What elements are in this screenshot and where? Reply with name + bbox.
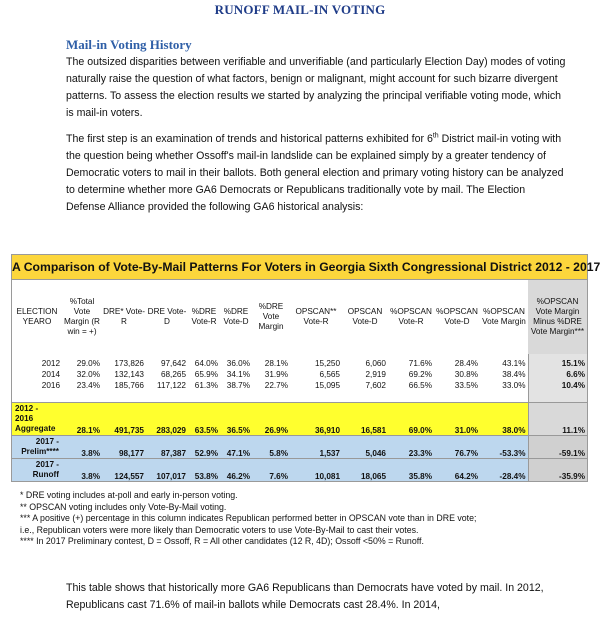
col-header: %Total Vote Margin (R win = +)	[64, 297, 100, 336]
footnote: ** OPSCAN voting includes only Vote-By-Mail voting.	[20, 501, 227, 512]
aggregate-label-line: 2016	[15, 414, 34, 423]
table-cell: 61.3%	[194, 381, 218, 390]
table-cell: 63.5%	[188, 403, 220, 436]
table-cell: 2014	[41, 370, 60, 379]
col-header: ELECTION YEARO	[16, 307, 58, 326]
history-rows	[12, 354, 587, 403]
table-cell: 87,387	[146, 436, 188, 459]
table-cell: 33.5%	[454, 381, 478, 390]
table-cell: 30.8%	[454, 370, 478, 379]
table-cell: 98,177	[102, 436, 146, 459]
table-cell: 117,122	[157, 381, 186, 390]
table-cell: 15,250	[314, 359, 340, 368]
table-cell: 283,029	[146, 403, 188, 436]
conclusion-paragraph: This table shows that historically more GA6 Republicans than Democrats have voted by mail. In 2012, Republicans cast 71.6% of mail-in ballots while Democrats cast 28.4%. In 2014,	[66, 582, 544, 611]
table-cell: 23.3%	[388, 436, 434, 459]
footnote: *** A positive (+) percentage in this column indicates Republican performed better in OPSCAN vote than in DRE vote;	[20, 513, 477, 523]
aggregate-label-line: 2012 -	[15, 404, 39, 413]
page-title: RUNOFF MAIL-IN VOTING	[214, 2, 386, 17]
table-cell: -59.1%	[528, 436, 587, 459]
prelim-row	[12, 436, 587, 459]
table-cell: 33.0%	[502, 381, 526, 390]
table-cell: 22.7%	[264, 381, 288, 390]
aggregate-row-group	[12, 403, 587, 436]
table-cell: 76.7%	[434, 436, 480, 459]
data-table	[12, 280, 587, 481]
runoff-row	[12, 459, 587, 482]
table-cell: 18,065	[342, 459, 388, 482]
table-row	[12, 354, 587, 369]
table-row	[12, 369, 587, 380]
table-title: A Comparison of Vote-By-Mail Patterns For Voters in Georgia Sixth Congressional District 2012 - 2017	[12, 255, 587, 280]
aggregate-label	[12, 403, 62, 436]
table-cell: 34.1%	[226, 370, 250, 379]
table-cell: 3.8%	[62, 459, 102, 482]
vote-by-mail-table	[11, 254, 600, 482]
table-cell: 68,265	[160, 370, 186, 379]
table-cell: 11.1%	[528, 403, 587, 436]
footnote: * DRE voting includes at-poll and early in-person voting.	[20, 490, 238, 500]
table-cell: 69.2%	[408, 370, 432, 379]
table-cell: 6,565	[319, 370, 340, 379]
table-cell: 64.0%	[194, 359, 218, 368]
table-cell: 173,826	[114, 359, 144, 368]
table-cell: 6.6%	[528, 369, 587, 380]
table-cell: 31.0%	[434, 403, 480, 436]
table-cell: 10,081	[290, 459, 342, 482]
table-cell: -53.3%	[480, 436, 528, 459]
table-cell: 26.9%	[252, 403, 290, 436]
aggregate-label-line: Aggregate	[15, 424, 56, 433]
table-cell: 38.0%	[480, 403, 528, 436]
col-header: %OPSCAN Vote-R	[390, 307, 432, 326]
col-header: %DRE Vote-R	[191, 307, 217, 326]
history-paragraph	[66, 131, 566, 216]
table-cell: 32.0%	[76, 370, 100, 379]
prelim-label	[12, 436, 62, 459]
table-cell: -28.4%	[480, 459, 528, 482]
table-cell: 15,095	[314, 381, 340, 390]
col-header: %OPSCAN Vote Margin	[482, 307, 526, 326]
table-cell: 5,046	[342, 436, 388, 459]
col-header: %OPSCAN Vote Margin Minus %DRE Vote Margin***	[528, 280, 587, 354]
table-cell: 491,735	[102, 403, 146, 436]
table-cell: 2012	[41, 359, 60, 368]
table-cell: 69.0%	[388, 403, 434, 436]
col-header: OPSCAN** Vote-R	[295, 307, 337, 326]
table-cell: 53.8%	[188, 459, 220, 482]
table-row	[12, 380, 587, 391]
table-cell: 132,143	[114, 370, 144, 379]
table-cell: 5.8%	[252, 436, 290, 459]
section-heading: Mail-in Voting History	[66, 37, 192, 52]
table-cell: 31.9%	[264, 370, 288, 379]
spacer-row	[12, 391, 587, 403]
history-paragraph-text-a: The first step is an examination of trends and historical patterns exhibited for 6	[66, 133, 433, 145]
table-cell: 65.9%	[194, 370, 218, 379]
table-cell: 35.8%	[388, 459, 434, 482]
table-cell: 10.4%	[528, 380, 587, 391]
table-cell: 124,557	[102, 459, 146, 482]
2017-rows	[12, 436, 587, 482]
intro-paragraph: The outsized disparities between verifiable and unverifiable (and particularly Election Day) modes of voting naturally raise the question of what factors, benign or malignant, might account for such bizarre divergent patterns. To assess the election results we started by analyzing the principal verifiable voting mode, which is mail-in voters.	[66, 56, 566, 119]
table-cell: 2,919	[365, 370, 386, 379]
table-cell: 28.1%	[62, 403, 102, 436]
ordinal-superscript: th	[432, 132, 439, 140]
table-cell: 107,017	[146, 459, 188, 482]
table-cell: 47.1%	[220, 436, 252, 459]
table-cell: 43.1%	[502, 359, 526, 368]
table-cell: 7.6%	[252, 459, 290, 482]
runoff-label-line: Runoff	[32, 470, 59, 479]
aggregate-row	[12, 403, 587, 436]
table-cell: 36.5%	[220, 403, 252, 436]
table-cell: 1,537	[290, 436, 342, 459]
col-header: %DRE Vote Margin	[258, 302, 284, 331]
footnotes	[20, 490, 590, 548]
runoff-label-line: 2017 -	[35, 460, 59, 469]
table-cell: 64.2%	[434, 459, 480, 482]
table-cell: 46.2%	[220, 459, 252, 482]
table-cell: 15.1%	[528, 354, 587, 369]
prelim-label-line: 2017 -	[35, 437, 59, 446]
table-cell: 38.4%	[502, 370, 526, 379]
table-cell: 71.6%	[408, 359, 432, 368]
table-cell: 23.4%	[76, 381, 100, 390]
table-cell: 66.5%	[408, 381, 432, 390]
table-cell: 29.0%	[76, 359, 100, 368]
table-cell: 6,060	[365, 359, 386, 368]
col-header: %OPSCAN Vote-D	[436, 307, 478, 326]
col-header: DRE Vote-D	[147, 307, 187, 326]
col-header: %DRE Vote-D	[223, 307, 249, 326]
prelim-label-line: Prelim****	[21, 447, 59, 456]
table-cell: 7,602	[365, 381, 386, 390]
col-header: DRE* Vote-R	[103, 307, 145, 326]
table-cell: 3.8%	[62, 436, 102, 459]
table-cell: 28.1%	[264, 359, 288, 368]
col-header: OPSCAN Vote-D	[347, 307, 383, 326]
table-cell: 52.9%	[188, 436, 220, 459]
table-cell: 38.7%	[226, 381, 250, 390]
runoff-label	[12, 459, 62, 482]
table-cell: 36.0%	[226, 359, 250, 368]
table-cell: 36,910	[290, 403, 342, 436]
history-paragraph-text-b: District mail-in voting with the question being whether Ossoff's mail-in landslide can be explained simply by a greater tendency of Democratic voters to mail in their ballots. Both general election and primary voting history can be analyzed to determine whether more GA6 Democrats or Republicans traditionally vote by mail. The Election Defense Alliance provided the following GA6 historical analysis:	[66, 133, 564, 213]
table-cell: 16,581	[342, 403, 388, 436]
table-cell: 185,766	[114, 381, 144, 390]
table-cell: -35.9%	[528, 459, 587, 482]
table-cell: 97,642	[160, 359, 186, 368]
footnote: **** In 2017 Preliminary contest, D = Ossoff, R = All other candidates (12 R, 4D); Ossoff <50% = Runoff.	[20, 536, 424, 546]
table-cell: 28.4%	[454, 359, 478, 368]
header-row	[12, 280, 587, 354]
footnote: i.e., Republican voters were more likely than Democratic voters to use Vote-By-Mail to cast their votes.	[20, 524, 419, 535]
table-cell: 2016	[41, 381, 60, 390]
